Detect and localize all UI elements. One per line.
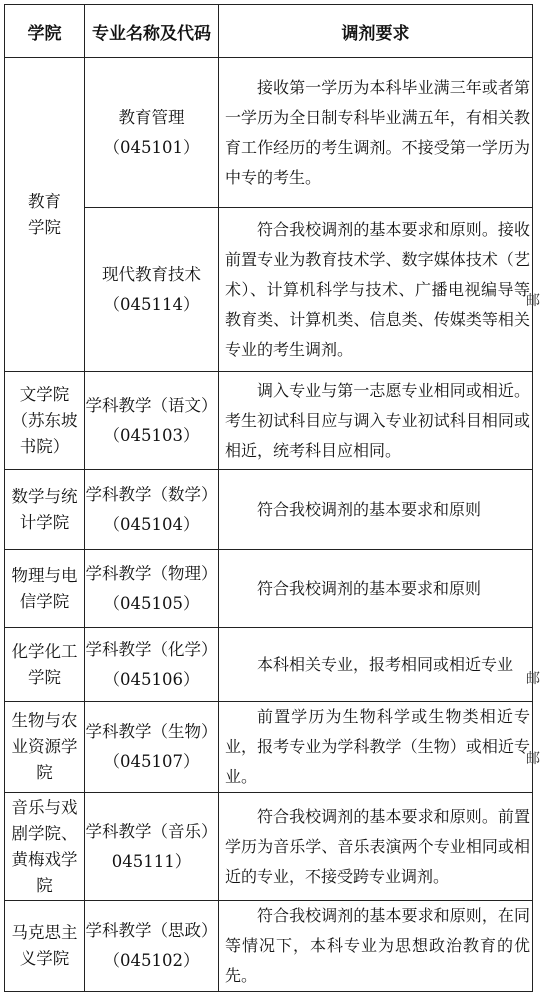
major-cell xyxy=(85,793,219,901)
edge-fragment-text: 邮 xyxy=(526,671,540,687)
table-row xyxy=(5,58,533,208)
table-row xyxy=(5,372,533,470)
major-name: 学科教学（思政） xyxy=(85,921,218,940)
major-code: （045104） xyxy=(103,514,200,534)
requirement-cell: 符合我校调剂的基本要求和原则。接收前置专业为教育技术学、数字媒体技术（艺术）、计算机科学与技术、广播电视编导等教育类、计算机类、信息类、传媒类等相关专业的考生调剂。 xyxy=(219,208,533,372)
table-row xyxy=(5,702,533,793)
requirement-cell: 接收第一学历为本科毕业满三年或者第一学历为全日制专科毕业满五年，有相关教育工作经历的考生调剂。不接受第一学历为中专的考生。 xyxy=(219,58,533,208)
college-cell: 物理与电 信学院 xyxy=(5,550,85,628)
table-row xyxy=(5,550,533,628)
table-row xyxy=(5,628,533,702)
table-row xyxy=(5,793,533,901)
major-code: （045101） xyxy=(103,137,200,157)
major-name: 学科教学（物理） xyxy=(85,563,218,583)
major-code: （045114） xyxy=(103,294,200,314)
requirement-cell: 本科相关专业，报考相同或相近专业 xyxy=(219,628,533,702)
table-row xyxy=(5,208,533,372)
major-cell xyxy=(85,702,219,793)
major-name: 学科教学（数学） xyxy=(85,484,218,504)
major-cell xyxy=(85,901,219,992)
header-requirement: 调剂要求 xyxy=(219,5,533,58)
requirement-cell: 调入专业与第一志愿专业相同或相近。考生初试科目应与调入专业初试科目相同或相近，统考科目应相同。 xyxy=(219,372,533,470)
major-cell xyxy=(85,470,219,550)
major-name: 学科教学（化学） xyxy=(85,639,218,659)
requirements-table xyxy=(4,4,540,992)
college-cell: 教育 学院 xyxy=(5,58,85,372)
major-cell xyxy=(85,550,219,628)
major-cell xyxy=(85,208,219,372)
requirement-cell: 符合我校调剂的基本要求和原则。前置学历为音乐学、音乐表演两个专业相同或相近的专业，不接受跨专业调剂。 xyxy=(219,793,533,901)
major-name: 学科教学（语文） xyxy=(85,395,218,415)
major-name: 现代教育技术 xyxy=(102,264,201,284)
college-cell: 文学院 （苏东坡 书院） xyxy=(5,372,85,470)
major-cell xyxy=(85,58,219,208)
college-cell: 马克思主 义学院 xyxy=(5,901,85,992)
major-code: 045111） xyxy=(111,851,192,871)
college-cell: 数学与统 计学院 xyxy=(5,470,85,550)
requirement-cell: 符合我校调剂的基本要求和原则，在同等情况下，本科专业为思想政治教育的优先。 xyxy=(219,901,533,992)
table-header-row xyxy=(5,5,533,58)
college-cell: 化学化工 学院 xyxy=(5,628,85,702)
college-cell: 生物与农 业资源学 院 xyxy=(5,702,85,793)
header-major: 专业名称及代码 xyxy=(85,5,219,58)
major-name: 教育管理 xyxy=(118,107,185,127)
major-code: （045103） xyxy=(103,425,200,445)
table-row xyxy=(5,901,533,992)
major-code: （045102） xyxy=(103,951,200,970)
edge-fragment-text: 邮 xyxy=(526,293,540,309)
major-name: 学科教学（生物） xyxy=(85,722,218,741)
major-code: （045106） xyxy=(103,669,200,689)
requirement-cell: 符合我校调剂的基本要求和原则 xyxy=(219,550,533,628)
major-code: （045107） xyxy=(103,752,200,771)
major-code: （045105） xyxy=(103,593,200,613)
major-cell xyxy=(85,372,219,470)
requirement-cell: 前置学历为生物科学或生物类相近专业，报考专业为学科教学（生物）或相近专业。 xyxy=(219,702,533,793)
edge-fragment-text: 邮 xyxy=(526,751,540,767)
major-cell xyxy=(85,628,219,702)
college-cell: 音乐与戏 剧学院、 黄梅戏学 院 xyxy=(5,793,85,901)
header-college: 学院 xyxy=(5,5,85,58)
requirement-cell: 符合我校调剂的基本要求和原则 xyxy=(219,470,533,550)
table-row xyxy=(5,470,533,550)
major-name: 学科教学（音乐） xyxy=(85,821,218,841)
